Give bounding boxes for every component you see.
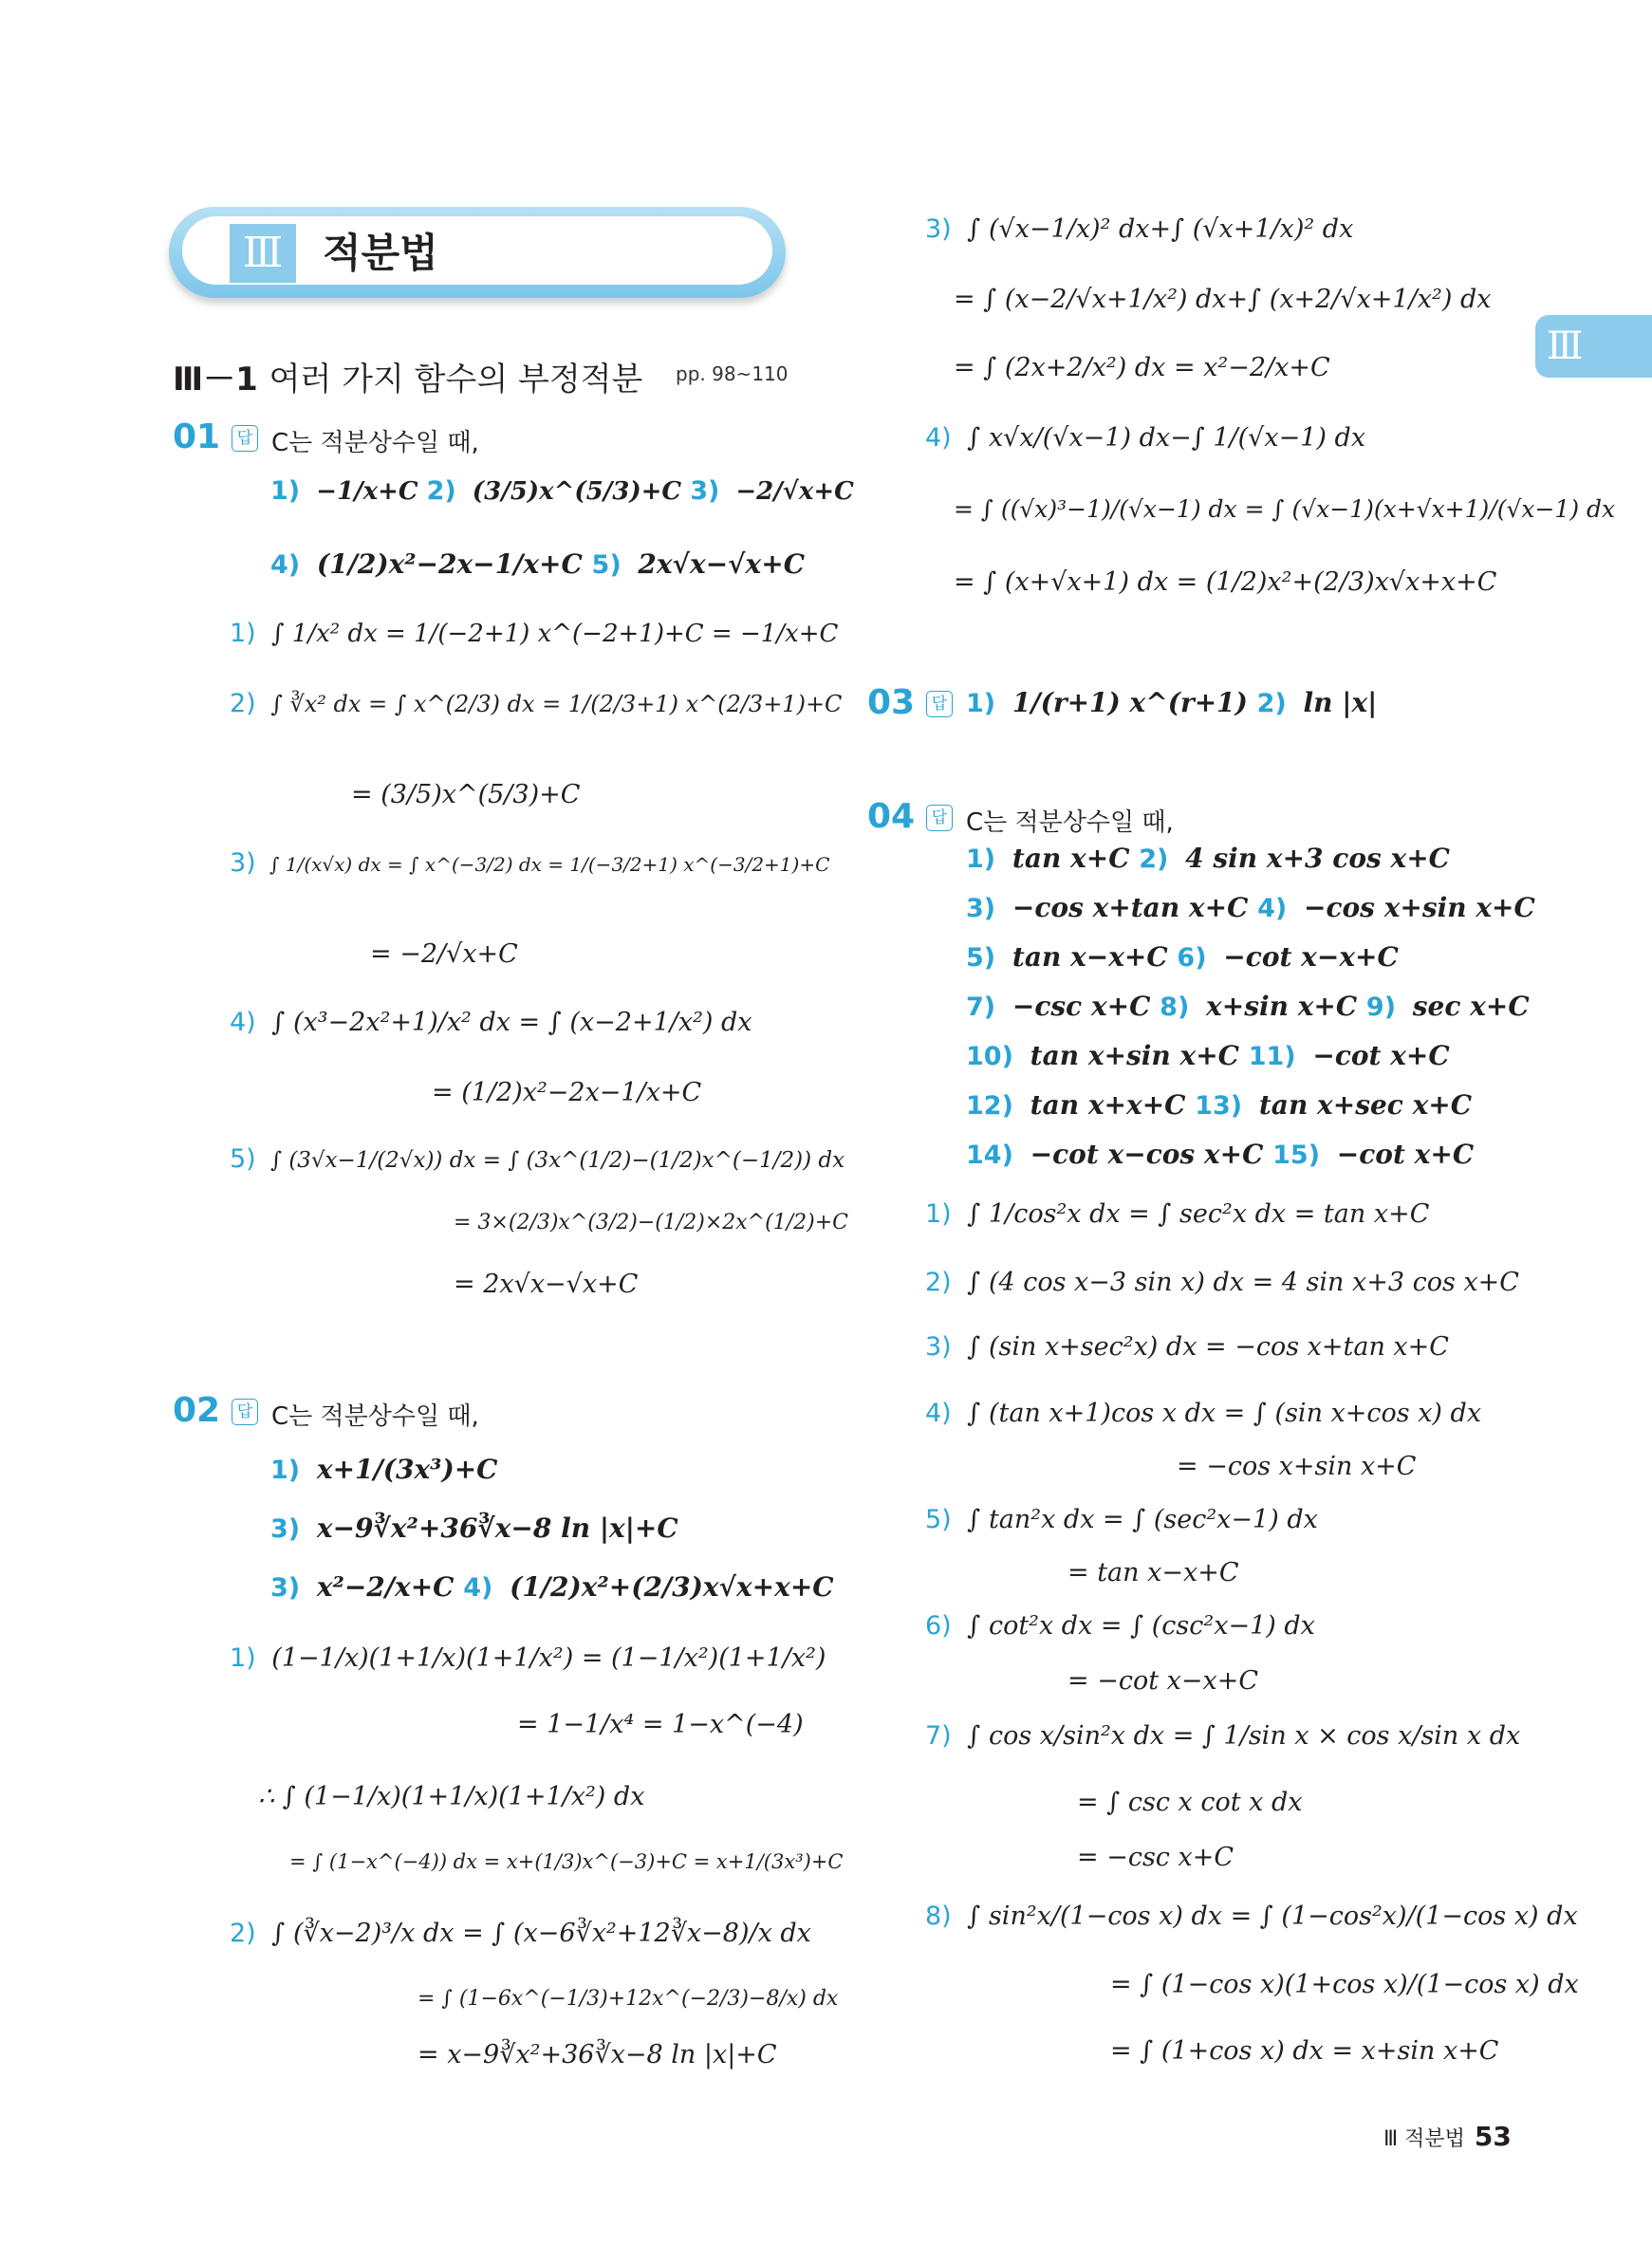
work-line: = ∫ (1+cos x) dx = x+sin x+C bbox=[1110, 2036, 1499, 2066]
work-line: 1) (1−1/x)(1+1/x)(1+1/x²) = (1−1/x²)(1+1/x²) bbox=[230, 1643, 826, 1673]
page-footer bbox=[1383, 2121, 1512, 2152]
work-line: 2) ∫ (4 cos x−3 sin x) dx = 4 sin x+3 cos x+C bbox=[925, 1268, 1519, 1297]
answer-line: 12) tan x+x+C 13) tan x+sec x+C bbox=[966, 1089, 1473, 1121]
work-line: = ∫ (1−x^(−4)) dx = x+(1/3)x^(−3)+C = x+1/(3x³)+C bbox=[289, 1850, 844, 1873]
answer-line: 1) tan x+C 2) 4 sin x+3 cos x+C bbox=[966, 843, 1450, 874]
work-line: 4) ∫ (tan x+1)cos x dx = ∫ (sin x+cos x) dx bbox=[925, 1399, 1482, 1428]
work-line: = x−9∛x²+36∛x−8 ln |x|+C bbox=[418, 2040, 777, 2069]
answer-line: 3) x−9∛x²+36∛x−8 ln |x|+C bbox=[270, 1512, 678, 1544]
section-label: Ⅲ－1 bbox=[173, 361, 258, 399]
work-line: = ∫ csc x cot x dx bbox=[1077, 1788, 1303, 1817]
answer-line: 7) −csc x+C 8) x+sin x+C 9) sec x+C bbox=[966, 991, 1530, 1022]
section-title: 여러 가지 함수의 부정적분 bbox=[269, 361, 643, 399]
work-line: = ∫ (x+√x+1) dx = (1/2)x²+(2/3)x√x+x+C bbox=[954, 567, 1497, 597]
work-line: 1) ∫ 1/x² dx = 1/(−2+1) x^(−2+1)+C = −1/x+C bbox=[230, 619, 839, 648]
footer-chapter: Ⅲ 적분법 bbox=[1383, 2127, 1465, 2151]
chapter-banner bbox=[169, 207, 786, 298]
work-line: 4) ∫ (x³−2x²+1)/x² dx = ∫ (x−2+1/x²) dx bbox=[230, 1008, 752, 1037]
work-line: = (3/5)x^(5/3)+C bbox=[351, 780, 581, 809]
work-line: 3) ∫ (√x−1/x)² dx+∫ (√x+1/x)² dx bbox=[925, 214, 1354, 244]
work-line: 8) ∫ sin²x/(1−cos x) dx = ∫ (1−cos²x)/(1−cos x) dx bbox=[925, 1902, 1578, 1931]
work-line: = −cos x+sin x+C bbox=[1177, 1452, 1417, 1481]
answer-badge: 답 bbox=[926, 691, 953, 717]
work-line: 4) ∫ x√x/(√x−1) dx−∫ 1/(√x−1) dx bbox=[925, 423, 1366, 453]
work-line: 3) ∫ (sin x+sec²x) dx = −cos x+tan x+C bbox=[925, 1332, 1449, 1362]
question-number: 03 bbox=[867, 683, 916, 722]
answer-line: 4) (1/2)x²−2x−1/x+C 5) 2x√x−√x+C bbox=[270, 548, 805, 580]
work-line: = 1−1/x⁴ = 1−x^(−4) bbox=[517, 1710, 804, 1739]
intro-text: C는 적분상수일 때, bbox=[271, 429, 479, 457]
work-line: 5) ∫ tan²x dx = ∫ (sec²x−1) dx bbox=[925, 1505, 1318, 1534]
work-line: = 2x√x−√x+C bbox=[454, 1270, 639, 1299]
work-line: 7) ∫ cos x/sin²x dx = ∫ 1/sin x × cos x/sin x dx bbox=[925, 1721, 1521, 1751]
work-line: = (1/2)x²−2x−1/x+C bbox=[432, 1078, 702, 1107]
work-line: = −csc x+C bbox=[1077, 1843, 1234, 1872]
answer-line: 10) tan x+sin x+C 11) −cot x+C bbox=[966, 1040, 1450, 1071]
answer-badge: 답 bbox=[926, 805, 953, 831]
question-number: 01 bbox=[173, 418, 221, 456]
work-line: = ∫ (1−cos x)(1+cos x)/(1−cos x) dx bbox=[1110, 1970, 1579, 1999]
chapter-number: Ⅲ bbox=[230, 224, 296, 283]
answer-line: 14) −cot x−cos x+C 15) −cot x+C bbox=[966, 1139, 1475, 1170]
section-pages: pp. 98~110 bbox=[676, 362, 789, 385]
question-number: 02 bbox=[173, 1391, 221, 1430]
work-line: = 3×(2/3)x^(3/2)−(1/2)×2x^(1/2)+C bbox=[454, 1211, 848, 1234]
work-line: 5) ∫ (3√x−1/(2√x)) dx = ∫ (3x^(1/2)−(1/2)x^(−1/2)) dx bbox=[230, 1144, 845, 1174]
intro-text: C는 적분상수일 때, bbox=[966, 808, 1174, 837]
work-line: = −cot x−x+C bbox=[1067, 1666, 1258, 1696]
answer-line: 3) −cos x+tan x+C 4) −cos x+sin x+C bbox=[966, 892, 1535, 923]
work-line: = ∫ ((√x)³−1)/(√x−1) dx = ∫ (√x−1)(x+√x+1)/(√x−1) dx bbox=[954, 495, 1616, 523]
work-line: 6) ∫ cot²x dx = ∫ (csc²x−1) dx bbox=[925, 1611, 1315, 1641]
work-line: = ∫ (2x+2/x²) dx = x²−2/x+C bbox=[954, 353, 1330, 382]
answer-line: 1) x+1/(3x³)+C bbox=[270, 1454, 498, 1485]
answer-badge: 답 bbox=[232, 425, 258, 452]
work-line: 2) ∫ ∛x² dx = ∫ x^(2/3) dx = 1/(2/3+1) x^(2/3+1)+C bbox=[230, 689, 843, 718]
work-line: 1) ∫ 1/cos²x dx = ∫ sec²x dx = tan x+C bbox=[925, 1199, 1430, 1229]
answer-line: 1) 1/(r+1) x^(r+1) 2) ln |x| bbox=[966, 687, 1378, 718]
work-line: = ∫ (1−6x^(−1/3)+12x^(−2/3)−8/x) dx bbox=[418, 1987, 839, 2011]
answer-badge: 답 bbox=[232, 1399, 258, 1425]
work-line: ∴ ∫ (1−1/x)(1+1/x)(1+1/x²) dx bbox=[258, 1782, 645, 1811]
work-line: = −2/√x+C bbox=[370, 939, 518, 969]
section-heading bbox=[173, 353, 642, 399]
question-number: 04 bbox=[867, 797, 916, 836]
intro-text: C는 적분상수일 때, bbox=[271, 1402, 479, 1431]
answer-line: 3) x²−2/x+C 4) (1/2)x²+(2/3)x√x+x+C bbox=[270, 1571, 834, 1603]
chapter-title: 적분법 bbox=[323, 230, 438, 276]
work-line: = ∫ (x−2/√x+1/x²) dx+∫ (x+2/√x+1/x²) dx bbox=[954, 285, 1492, 314]
page-number: 53 bbox=[1474, 2121, 1512, 2152]
chapter-side-tab: Ⅲ bbox=[1535, 315, 1652, 378]
work-line: = tan x−x+C bbox=[1067, 1558, 1239, 1587]
answer-line: 1) −1/x+C 2) (3/5)x^(5/3)+C 3) −2/√x+C bbox=[270, 476, 854, 506]
answer-line: 5) tan x−x+C 6) −cot x−x+C bbox=[966, 941, 1399, 973]
work-line: 3) ∫ 1/(x√x) dx = ∫ x^(−3/2) dx = 1/(−3/2+1) x^(−3/2+1)+C bbox=[230, 848, 830, 878]
work-line: 2) ∫ (∛x−2)³/x dx = ∫ (x−6∛x²+12∛x−8)/x dx bbox=[230, 1919, 811, 1948]
